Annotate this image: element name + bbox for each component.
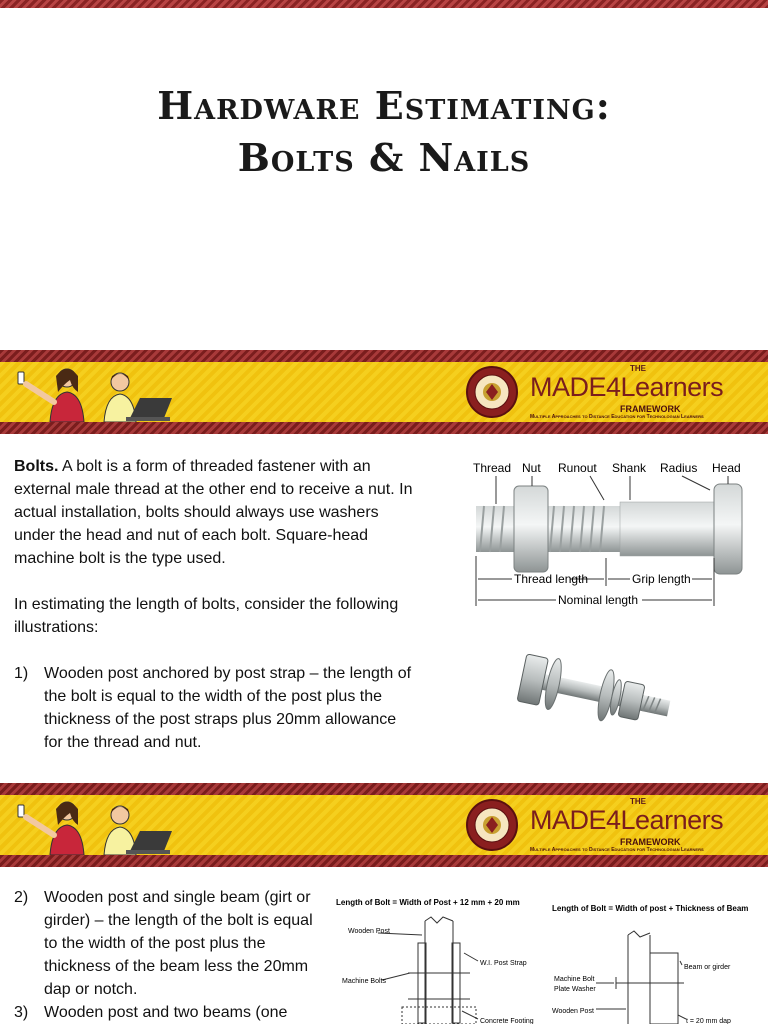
right-formula: Length of Bolt = Width of post + Thickness of Beam: [552, 904, 749, 913]
label-nominal-length: Nominal length: [558, 593, 639, 607]
list-number: 3): [14, 1004, 29, 1021]
brand-the: THE: [630, 364, 646, 373]
slide-title: [0, 80, 768, 184]
bolts-definition: A bolt is a form of threaded fastener with an external male thread at the other end to receive a nut. In actual installation, bolts should always use washers under the head and nut of each bolt. Square-head machine bolt is the type used.: [14, 458, 413, 567]
section2-text: [14, 886, 314, 1024]
label-wi-post-strap: W.I. Post Strap: [480, 960, 527, 967]
learners-illustration-icon: [12, 362, 182, 422]
university-seal-icon: [462, 799, 522, 859]
label-nut: Nut: [522, 461, 541, 475]
label-machine-bolt: Machine Bolt: [554, 976, 595, 983]
label-plate-washer: Plate Washer: [554, 986, 596, 993]
header-banner-1: [0, 350, 768, 434]
brand-framework: FRAMEWORK: [620, 404, 681, 414]
bolt-length-technical-diagram: [330, 895, 760, 1024]
list-item-3: [14, 1001, 314, 1024]
bolt-anatomy-diagram: [470, 456, 760, 616]
list-number: 1): [14, 665, 29, 682]
label-head: Head: [712, 461, 741, 475]
header-banner-2: [0, 783, 768, 867]
section1-text: [14, 455, 414, 754]
brand-name: MADE4Learners: [530, 372, 724, 402]
label-beam-or-girder: Beam or girder: [684, 964, 731, 971]
list-text: Wooden post anchored by post strap – the length of the bolt is equal to the width of the post plus the thickness of the post straps plus 20mm allowance for the thread and nut.: [44, 665, 412, 751]
left-formula: Length of Bolt = Width of Post + 12 mm + 20 mm: [336, 898, 520, 907]
list-text: Wooden post and single beam (girt or girder) – the length of the bolt is equal to the width of the post plus the thickness of the beam less the 20mm dap or notch.: [44, 889, 313, 998]
learners-illustration-icon: [12, 795, 182, 855]
label-machine-bolts: Machine Bolts: [342, 978, 386, 985]
brand-the: THE: [630, 797, 646, 806]
brand-framework: FRAMEWORK: [620, 837, 681, 847]
top-border-stripe: [0, 0, 768, 8]
label-shank: Shank: [612, 461, 647, 475]
brand-tagline: Multiple Approaches to Distance Education for Technologian Learners: [530, 414, 704, 420]
bolts-paragraph: [14, 455, 414, 570]
label-grip-length: Grip length: [632, 572, 691, 586]
list-item-1: [14, 662, 414, 754]
label-concrete-footing: Concrete Footing: [480, 1018, 534, 1024]
title-line-2: Bolts & Nails: [237, 135, 531, 180]
bolts-term: Bolts.: [14, 458, 59, 475]
university-seal-icon: [462, 366, 522, 426]
list-text: Wooden post and two beams (one: [44, 1004, 288, 1021]
label-wooden-post: Wooden Post: [348, 928, 390, 935]
label-thread-length: Thread length: [514, 572, 589, 586]
brand-tagline: Multiple Approaches to Distance Education for Technologian Learners: [530, 847, 704, 853]
label-dap: t = 20 mm dap: [686, 1018, 731, 1024]
title-line-1: Hardware Estimating:: [157, 83, 611, 128]
bolt-with-washers-image: [510, 640, 690, 750]
label-runout: Runout: [558, 461, 597, 475]
label-wooden-post-right: Wooden Post: [552, 1008, 594, 1015]
label-thread: Thread: [473, 461, 512, 475]
brand-name: MADE4Learners: [530, 805, 724, 835]
estimating-paragraph: In estimating the length of bolts, consider the following illustrations:: [14, 596, 399, 636]
list-number: 2): [14, 889, 29, 906]
list-item-2: [14, 886, 314, 1001]
label-radius: Radius: [660, 461, 698, 475]
